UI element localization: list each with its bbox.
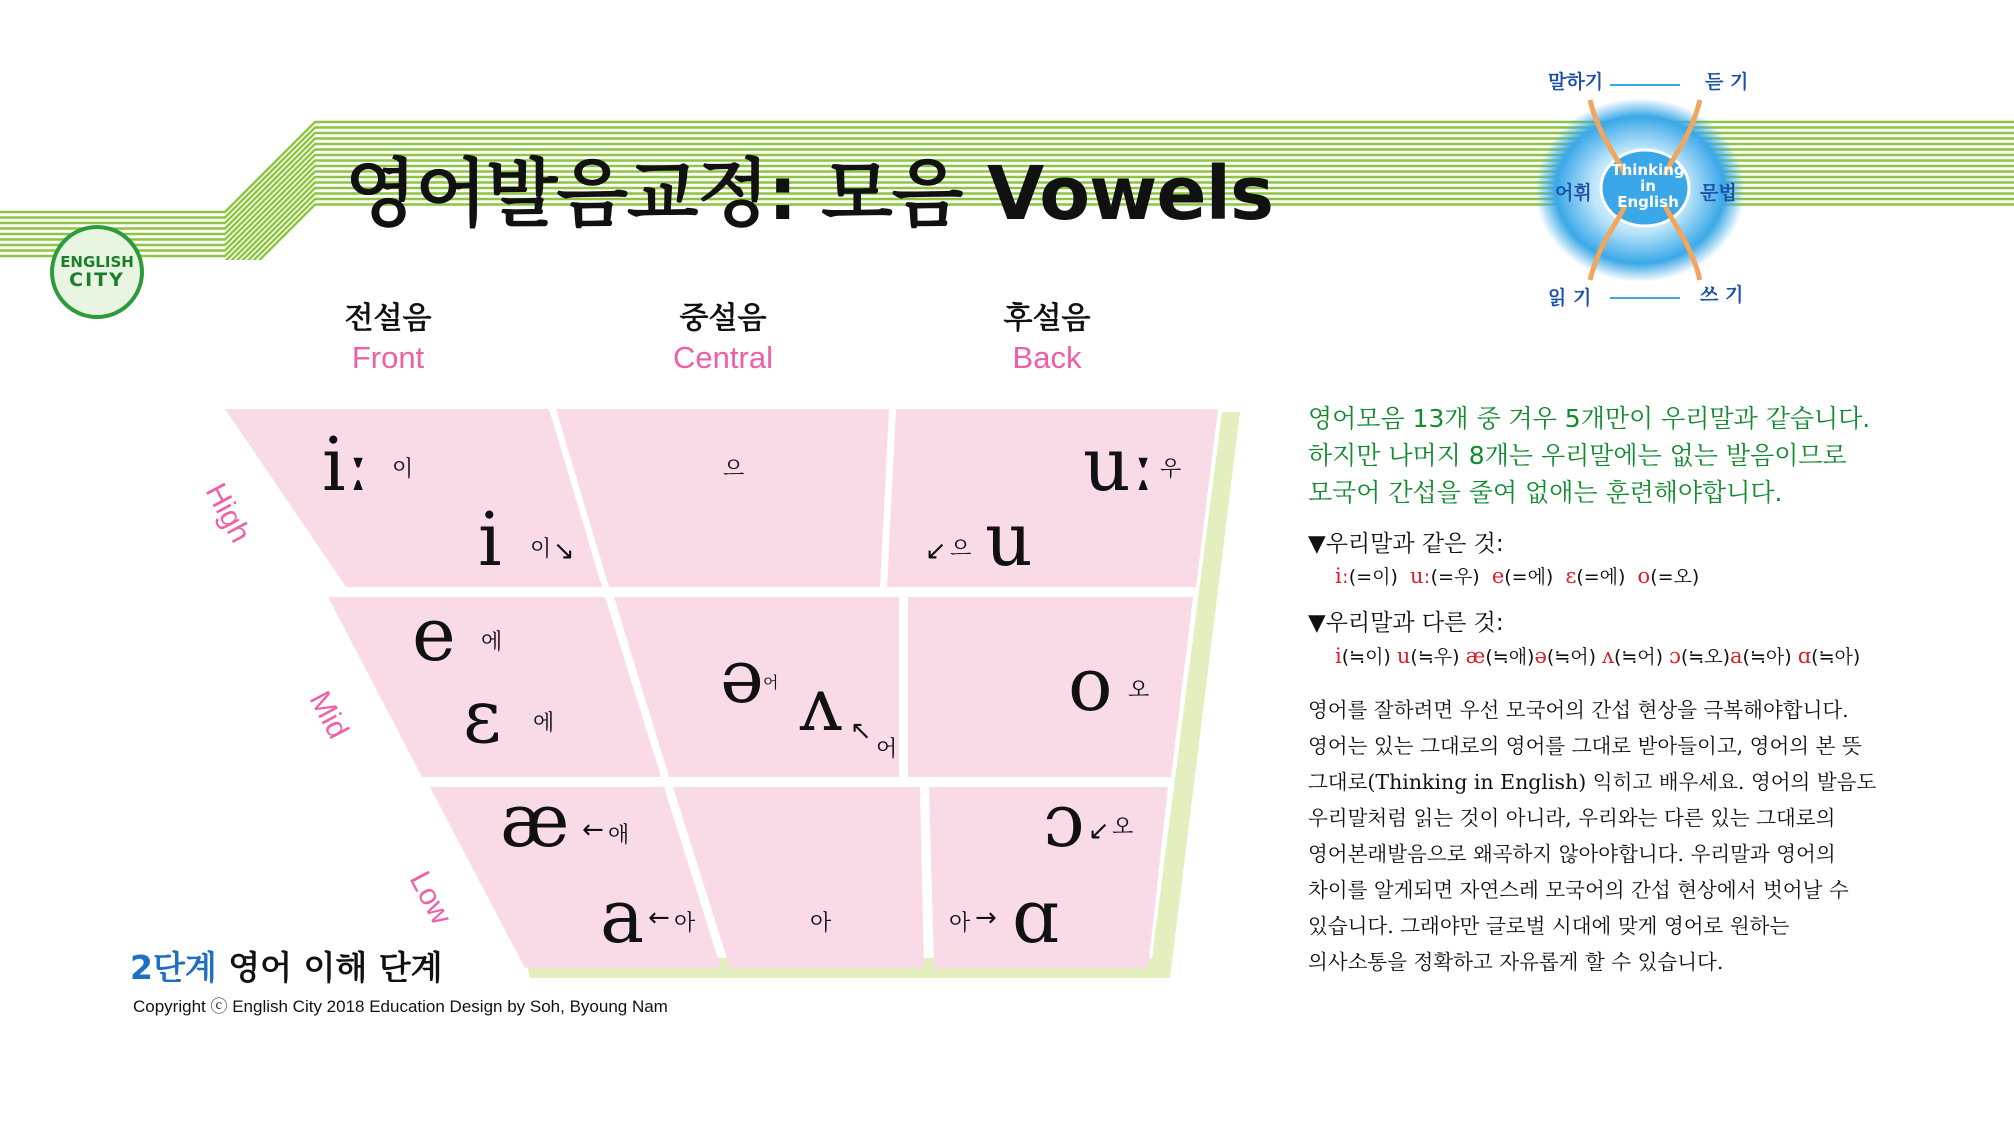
vowel-i-short: i (478, 497, 502, 583)
diff-ipa-5: ʌ (1602, 644, 1614, 668)
vowel-e-ko: 에 (481, 630, 503, 655)
cloud-center-line3: English (1617, 193, 1679, 211)
different-heading: ▼우리말과 다른 것: (1308, 610, 1504, 636)
same-ipa-2: uː (1410, 564, 1431, 588)
stage-text: 영어 이해 단계 (216, 948, 443, 987)
same-ko-4: (=에) (1576, 566, 1626, 588)
arrow-i-short: ↘ (553, 536, 575, 566)
vowel-schwa-ko: 어 (763, 673, 779, 692)
logo-line1: ENGLISH (60, 253, 134, 271)
same-ipa-4: ɛ (1565, 564, 1577, 588)
diff-ko-5: (≒어) (1613, 646, 1664, 668)
vowel-high-central-ko: 으 (723, 457, 745, 482)
cloud-speaking: 말하기 (1548, 71, 1604, 93)
row-low: Low (402, 866, 458, 931)
diff-ipa-1: i (1335, 644, 1342, 668)
vowel-u-short: u (985, 497, 1033, 583)
vowel-o: o (1068, 642, 1113, 728)
same-list (1335, 562, 1699, 589)
copyright: Copyright ⓒ English City 2018 Education Design by Soh, Byoung Nam (133, 997, 668, 1016)
diff-ko-4: (≒어) (1546, 646, 1597, 668)
body-paragraph (1308, 692, 1876, 980)
cloud-center-text (1608, 162, 1688, 210)
cloud-grammar: 문법 (1700, 182, 1737, 204)
vowel-alpha: ɑ (1012, 874, 1060, 960)
column-back-en: Back (1012, 340, 1082, 375)
vowel-epsilon: ɛ (463, 674, 502, 760)
column-central-ko: 중설음 (679, 301, 767, 336)
arrow-open-o: ↙ (1088, 816, 1110, 846)
vowel-wedge: ʌ (800, 662, 842, 748)
same-ko-2: (=우) (1430, 566, 1480, 588)
same-heading: ▼우리말과 같은 것: (1308, 531, 1504, 557)
para-line-4: 우리말처럼 읽는 것이 아니라, 우리와는 다른 있는 그대로의 (1308, 806, 1836, 830)
vowel-a: a (600, 874, 645, 960)
diff-ko-7: (≒아) (1742, 646, 1792, 668)
column-front-en: Front (351, 340, 425, 375)
arrow-wedge: ↖ (850, 716, 872, 746)
para-line-5: 영어본래발음으로 왜곡하지 않아야합니다. 우리말과 영어의 (1308, 842, 1836, 866)
arrow-a: ← (648, 903, 670, 933)
vowel-schwa: ə (720, 634, 764, 720)
para-line-8: 의사소통을 정확하고 자유롭게 할 수 있습니다. (1308, 950, 1724, 974)
logo-line2: CITY (69, 269, 125, 291)
diff-ko-6: (≒오) (1680, 646, 1731, 668)
vowel-u-long-ko: 우 (1160, 457, 1182, 482)
vowel-i-long-ko: 이 (392, 457, 414, 482)
intro-line-2: 하지만 나머지 8개는 우리말에는 없는 발음이므로 (1308, 441, 1847, 470)
cell-low-front (430, 787, 721, 968)
para-line-7: 있습니다. 그래야만 글로벌 시대에 맞게 영어로 원하는 (1308, 914, 1790, 938)
cloud-writing: 쓰 기 (1700, 284, 1744, 306)
vowel-a-ko: 아 (674, 911, 696, 936)
vowel-low-central-ko: 아 (810, 911, 832, 936)
diff-ko-8: (≒아) (1811, 646, 1861, 668)
cloud-listening: 듣 기 (1705, 71, 1749, 93)
vowel-wedge-ko: 어 (876, 737, 898, 762)
para-line-6: 차이를 알게되면 자연스레 모국어의 간섭 현상에서 벗어날 수 (1308, 878, 1849, 902)
same-ko-3: (=에) (1504, 566, 1554, 588)
cloud-vocabulary: 어휘 (1555, 182, 1592, 204)
column-back-ko: 후설음 (1003, 301, 1091, 336)
vowel-e: e (412, 592, 456, 678)
different-list (1335, 642, 1860, 669)
para-line-1: 영어를 잘하려면 우선 모국어의 간섭 현상을 극복해야합니다. (1308, 698, 1849, 722)
diff-ko-3: (≒애) (1485, 646, 1535, 668)
diff-ipa-3: æ (1465, 644, 1486, 668)
intro-text (1308, 400, 1870, 511)
vowel-open-o-ko: 오 (1112, 815, 1134, 840)
vowel-u-long: uː (1083, 422, 1156, 508)
same-ipa-3: e (1491, 564, 1505, 588)
vowel-epsilon-ko: 에 (533, 711, 555, 736)
cloud-reading: 읽 기 (1548, 287, 1592, 309)
same-ko-5: (=오) (1650, 566, 1700, 588)
diff-ipa-2: u (1396, 644, 1411, 668)
vowel-u-short-ko: 으 (950, 537, 972, 562)
para-line-3: 그대로(Thinking in English) 익히고 배우세요. 영어의 발음도 (1308, 770, 1877, 794)
arrow-alpha: → (975, 903, 997, 933)
vowel-ae-ko: 애 (608, 823, 630, 848)
cell-high-central (556, 409, 889, 587)
intro-line-3: 모국어 간섭을 줄여 없애는 훈련해야합니다. (1308, 478, 1783, 507)
column-front-ko: 전설음 (344, 301, 432, 336)
diff-ipa-8: ɑ (1797, 644, 1812, 668)
vowel-alpha-ko: 아 (949, 911, 971, 936)
same-ipa-5: o (1637, 564, 1651, 588)
stage-number: 2단계 (130, 948, 217, 987)
intro-line-1: 영어모음 13개 중 겨우 5개만이 우리말과 같습니다. (1308, 404, 1871, 433)
row-mid: Mid (302, 686, 355, 745)
cell-mid-back (908, 597, 1193, 777)
arrow-ae: ← (582, 815, 604, 845)
diff-ko-2: (≒우) (1410, 646, 1460, 668)
cloud-center-line1: Thinking (1611, 161, 1685, 179)
vowel-i-long: iː (322, 422, 371, 508)
stage-label (130, 942, 442, 989)
diff-ipa-6: ɔ (1669, 644, 1681, 668)
vowel-ae: æ (500, 778, 570, 864)
vowel-o-ko: 오 (1128, 678, 1150, 703)
arrow-u-short: ↙ (925, 536, 947, 566)
vowel-i-short-ko: 이 (530, 537, 552, 562)
page-title: 영어발음교정: 모음 Vowels (345, 151, 1274, 237)
diff-ipa-4: ə (1534, 644, 1547, 668)
column-central-en: Central (673, 340, 773, 375)
diff-ipa-7: a (1730, 644, 1743, 668)
same-ko-1: (=이) (1348, 566, 1398, 588)
diff-ko-1: (≒이) (1341, 646, 1391, 668)
row-high: High (198, 478, 257, 548)
vowel-open-o: ɔ (1043, 778, 1085, 864)
same-ipa-1: iː (1335, 564, 1349, 588)
para-line-2: 영어는 있는 그대로의 영어를 그대로 받아들이고, 영어의 본 뜻 (1308, 734, 1862, 758)
cloud-center-line2: in (1640, 177, 1656, 195)
